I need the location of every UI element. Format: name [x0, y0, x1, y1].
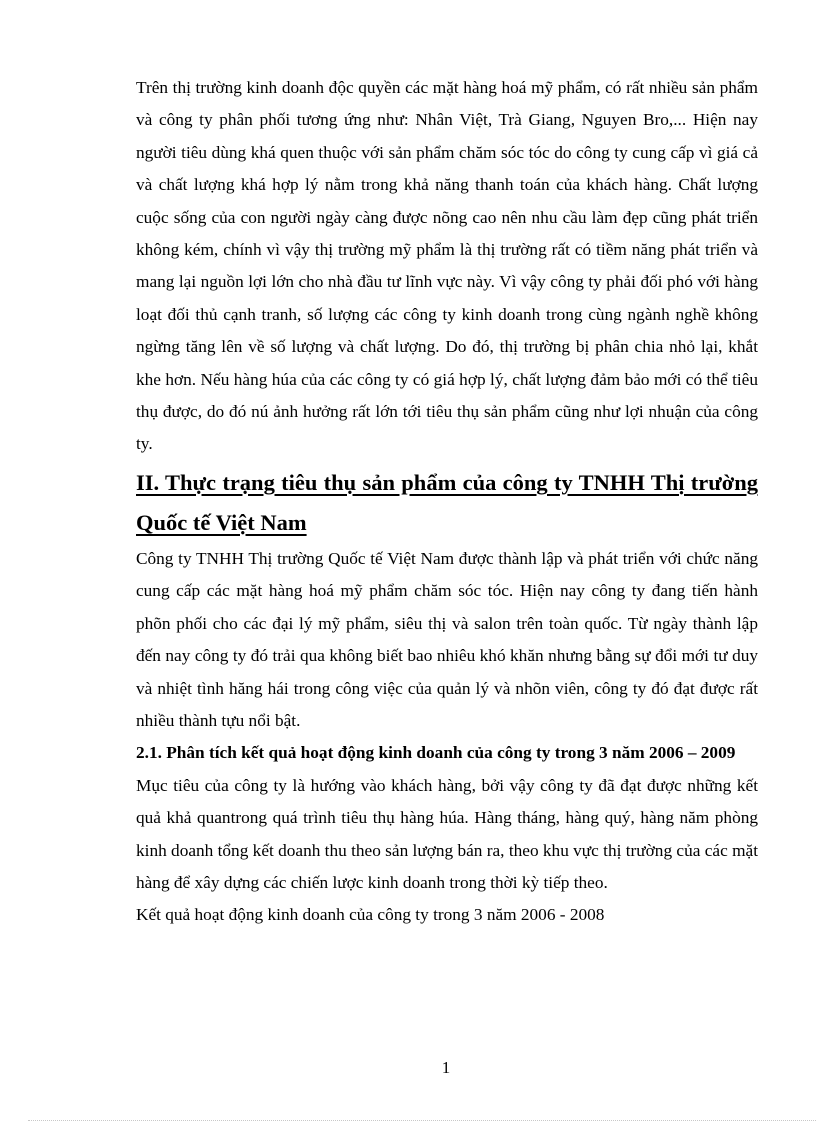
subsection-heading-2-1: 2.1. Phân tích kết quả hoạt động kinh doanh của công ty trong 3 năm 2006 – 2009 [136, 743, 736, 763]
document-body [136, 72, 758, 932]
paragraph-business-goal: Mục tiêu của công ty là hướng vào khách hàng, bởi vậy công ty đã đạt được những kết quả khả quantrong quá trình tiêu thụ hàng húa. Hàng tháng, hàng quý, hàng năm phòng kinh doanh tổng kết doanh thu theo sản lượng bán ra, theo khu vực thị trường của các mặt hàng để xây dựng các chiến lược kinh doanh trong thời kỳ tiếp theo. [136, 775, 758, 892]
page-bottom-rule [28, 1120, 816, 1121]
paragraph-market-competition: Trên thị trường kinh doanh độc quyền các mặt hàng hoá mỹ phẩm, có rất nhiều sản phẩm và công ty phân phối tương ứng như: Nhân Việt, Trà Giang, Nguyen Bro,... Hiện nay người tiêu dùng khá quen thuộc với sản phẩm chăm sóc tóc do công ty cung cấp vì giá cả và chất lượng khá hợp lý nằm trong khả năng thanh toán của khách hàng. Chất lượng cuộc sống của con người ngày càng được nõng cao nên nhu cầu làm đẹp cũng phát triển không kém, chính vì vậy thị trường mỹ phẩm là thị trường rất có tiềm năng phát triển và mang lại nguồn lợi lớn cho nhà đầu tư lĩnh vực này. Vì vậy công ty phải đối phó với hàng loạt đối thủ cạnh tranh, số lượng các công ty kinh doanh trong cùng ngành nghề không ngừng tăng lên về số lượng và chất lượng. Do đó, thị trường bị phân chia nhỏ lại, khắt khe hơn. Nếu hàng húa của các công ty có giá hợp lý, chất lượng đảm bảo mới có thể tiêu thụ được, do đó nú ảnh hưởng rất lớn tới tiêu thụ sản phẩm cũng như lợi nhuận của công ty. [136, 78, 758, 454]
page-number: 1 [441, 1058, 451, 1077]
paragraph-company-overview: Công ty TNHH Thị trường Quốc tế Việt Nam được thành lập và phát triển với chức năng cung cấp các mặt hàng hoá mỹ phẩm chăm sóc tóc. Hiện nay công ty đang tiến hành phõn phối cho các đại lý mỹ phẩm, siêu thị và salon trên toàn quốc. Từ ngày thành lập đến nay công ty đó trải qua không biết bao nhiêu khó khăn nhưng bằng sự đổi mới tư duy và nhiệt tình hăng hái trong công việc của quản lý và nhõn viên, công ty đó đạt được rất nhiều thành tựu nổi bật. [136, 548, 758, 730]
section-heading-ii: II. Thực trạng tiêu thụ sản phẩm của công ty TNHH Thị trường Quốc tế Việt Nam [136, 469, 758, 535]
table-caption: Kết quả hoạt động kinh doanh của công ty trong 3 năm 2006 - 2008 [136, 905, 605, 925]
